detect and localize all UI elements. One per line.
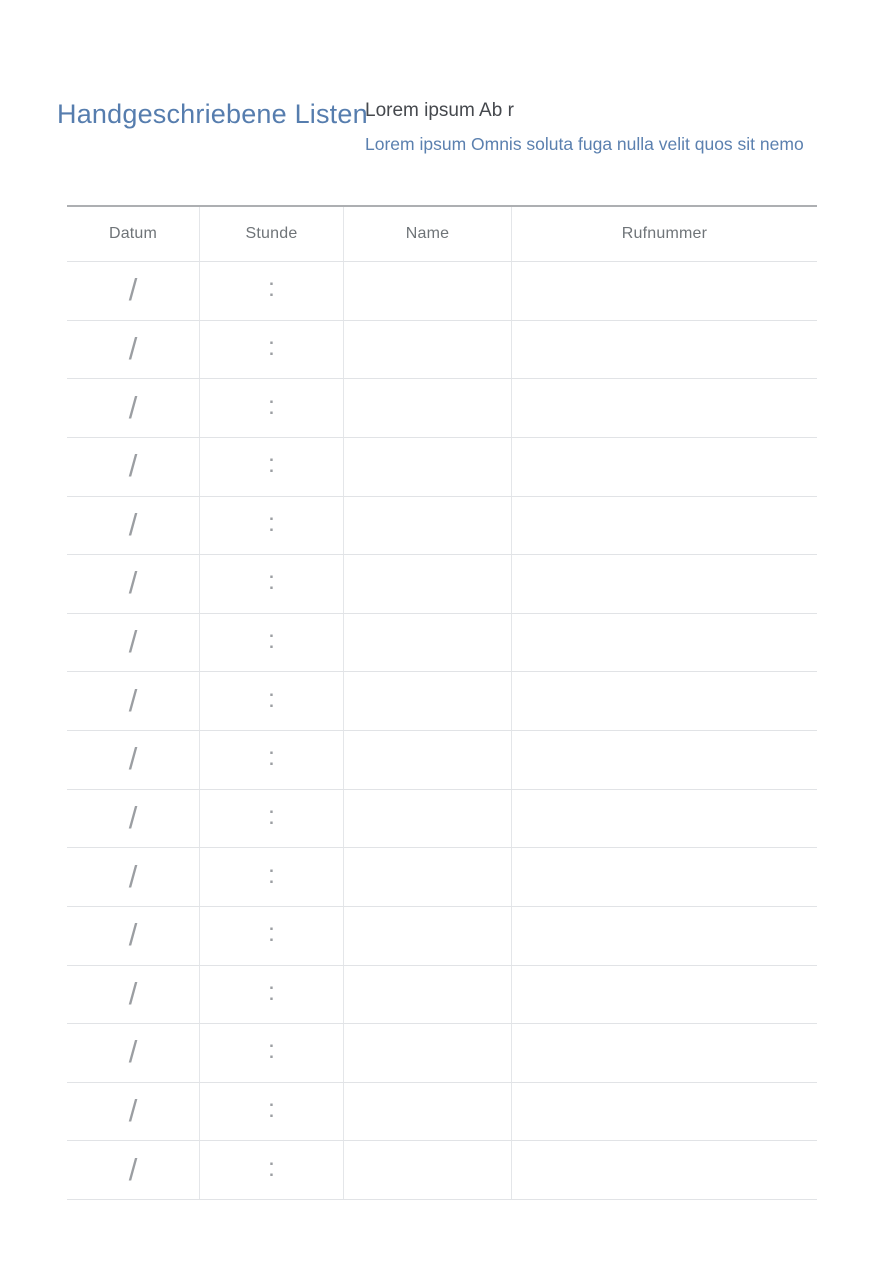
name-cell [343, 262, 511, 320]
name-cell [343, 731, 511, 789]
rufnummer-cell [511, 614, 817, 672]
table-row [67, 378, 817, 437]
rufnummer-cell [511, 555, 817, 613]
datum-cell [67, 848, 199, 906]
name-cell [343, 555, 511, 613]
name-cell [343, 790, 511, 848]
table-row [67, 261, 817, 320]
rufnummer-cell [511, 321, 817, 379]
stunde-placeholder: : [268, 391, 275, 420]
stunde-placeholder: : [268, 977, 275, 1006]
name-cell [343, 614, 511, 672]
datum-cell [67, 379, 199, 437]
rufnummer-cell [511, 497, 817, 555]
datum-cell [67, 907, 199, 965]
datum-cell [67, 672, 199, 730]
name-cell [343, 1141, 511, 1199]
table-row [67, 496, 817, 555]
table-row [67, 965, 817, 1024]
table-row [67, 1082, 817, 1141]
datum-cell [67, 614, 199, 672]
stunde-cell [199, 379, 343, 437]
handwritten-list-table [67, 205, 817, 1200]
stunde-cell [199, 1141, 343, 1199]
rufnummer-cell [511, 262, 817, 320]
table-row [67, 320, 817, 379]
rufnummer-cell [511, 1083, 817, 1141]
name-cell [343, 1024, 511, 1082]
datum-placeholder: / [128, 1093, 138, 1129]
table-header-row [67, 207, 817, 261]
name-cell [343, 848, 511, 906]
column-header-name: Name [343, 207, 511, 261]
rufnummer-cell [511, 966, 817, 1024]
datum-placeholder: / [128, 506, 138, 542]
datum-placeholder: / [128, 741, 138, 777]
table-row [67, 554, 817, 613]
name-cell [343, 497, 511, 555]
datum-placeholder: / [128, 330, 138, 366]
datum-cell [67, 321, 199, 379]
datum-cell [67, 438, 199, 496]
datum-placeholder: / [128, 1034, 138, 1070]
stunde-placeholder: : [268, 274, 275, 303]
datum-placeholder: / [128, 624, 138, 660]
stunde-cell [199, 614, 343, 672]
header-subtitle-text: Lorem ipsum Omnis soluta fuga nulla velit quos sit nemo [365, 134, 804, 154]
stunde-cell [199, 555, 343, 613]
datum-cell [67, 1024, 199, 1082]
stunde-cell [199, 672, 343, 730]
stunde-cell [199, 262, 343, 320]
stunde-cell [199, 848, 343, 906]
page-title: Handgeschriebene Listen [57, 99, 368, 129]
datum-placeholder: / [128, 975, 138, 1011]
datum-cell [67, 966, 199, 1024]
rufnummer-cell [511, 1141, 817, 1199]
table-row [67, 847, 817, 906]
column-header-stunde: Stunde [199, 207, 343, 261]
stunde-cell [199, 790, 343, 848]
stunde-placeholder: : [268, 801, 275, 830]
stunde-cell [199, 438, 343, 496]
stunde-cell [199, 907, 343, 965]
stunde-placeholder: : [268, 1095, 275, 1124]
stunde-placeholder: : [268, 332, 275, 361]
datum-placeholder: / [128, 565, 138, 601]
stunde-cell [199, 1024, 343, 1082]
table-row [67, 789, 817, 848]
stunde-placeholder: : [268, 1153, 275, 1182]
datum-placeholder: / [128, 389, 138, 425]
name-cell [343, 438, 511, 496]
stunde-placeholder: : [268, 1036, 275, 1065]
name-cell [343, 379, 511, 437]
datum-placeholder: / [128, 858, 138, 894]
stunde-cell [199, 497, 343, 555]
datum-placeholder: / [128, 682, 138, 718]
table-row [67, 613, 817, 672]
stunde-placeholder: : [268, 684, 275, 713]
datum-cell [67, 1141, 199, 1199]
name-cell [343, 966, 511, 1024]
rufnummer-cell [511, 672, 817, 730]
datum-placeholder: / [128, 799, 138, 835]
stunde-cell [199, 321, 343, 379]
datum-cell [67, 790, 199, 848]
datum-placeholder: / [128, 917, 138, 953]
rufnummer-cell [511, 379, 817, 437]
name-cell [343, 321, 511, 379]
table-row [67, 1140, 817, 1199]
datum-cell [67, 497, 199, 555]
rufnummer-cell [511, 731, 817, 789]
table-body [67, 261, 817, 1200]
stunde-cell [199, 966, 343, 1024]
stunde-cell [199, 731, 343, 789]
column-header-datum: Datum [108, 225, 158, 242]
table-row [67, 730, 817, 789]
rufnummer-cell [511, 790, 817, 848]
stunde-placeholder: : [268, 626, 275, 655]
table-row [67, 437, 817, 496]
name-cell [343, 907, 511, 965]
stunde-placeholder: : [268, 450, 275, 479]
name-cell [343, 672, 511, 730]
stunde-placeholder: : [268, 508, 275, 537]
datum-cell [67, 1083, 199, 1141]
datum-cell [67, 262, 199, 320]
stunde-placeholder: : [268, 567, 275, 596]
stunde-cell [199, 1083, 343, 1141]
datum-cell [67, 731, 199, 789]
stunde-placeholder: : [268, 743, 275, 772]
datum-placeholder: / [128, 1151, 138, 1187]
column-header-rufnummer: Rufnummer [511, 207, 817, 261]
datum-placeholder: / [128, 272, 138, 308]
datum-placeholder: / [128, 448, 138, 484]
header-lead-text: Lorem ipsum Ab r [365, 100, 514, 121]
rufnummer-cell [511, 848, 817, 906]
rufnummer-cell [511, 1024, 817, 1082]
name-cell [343, 1083, 511, 1141]
stunde-placeholder: : [268, 860, 275, 889]
datum-cell [67, 555, 199, 613]
rufnummer-cell [511, 438, 817, 496]
table-row [67, 1023, 817, 1082]
table-row [67, 906, 817, 965]
rufnummer-cell [511, 907, 817, 965]
table-row [67, 671, 817, 730]
stunde-placeholder: : [268, 919, 275, 948]
